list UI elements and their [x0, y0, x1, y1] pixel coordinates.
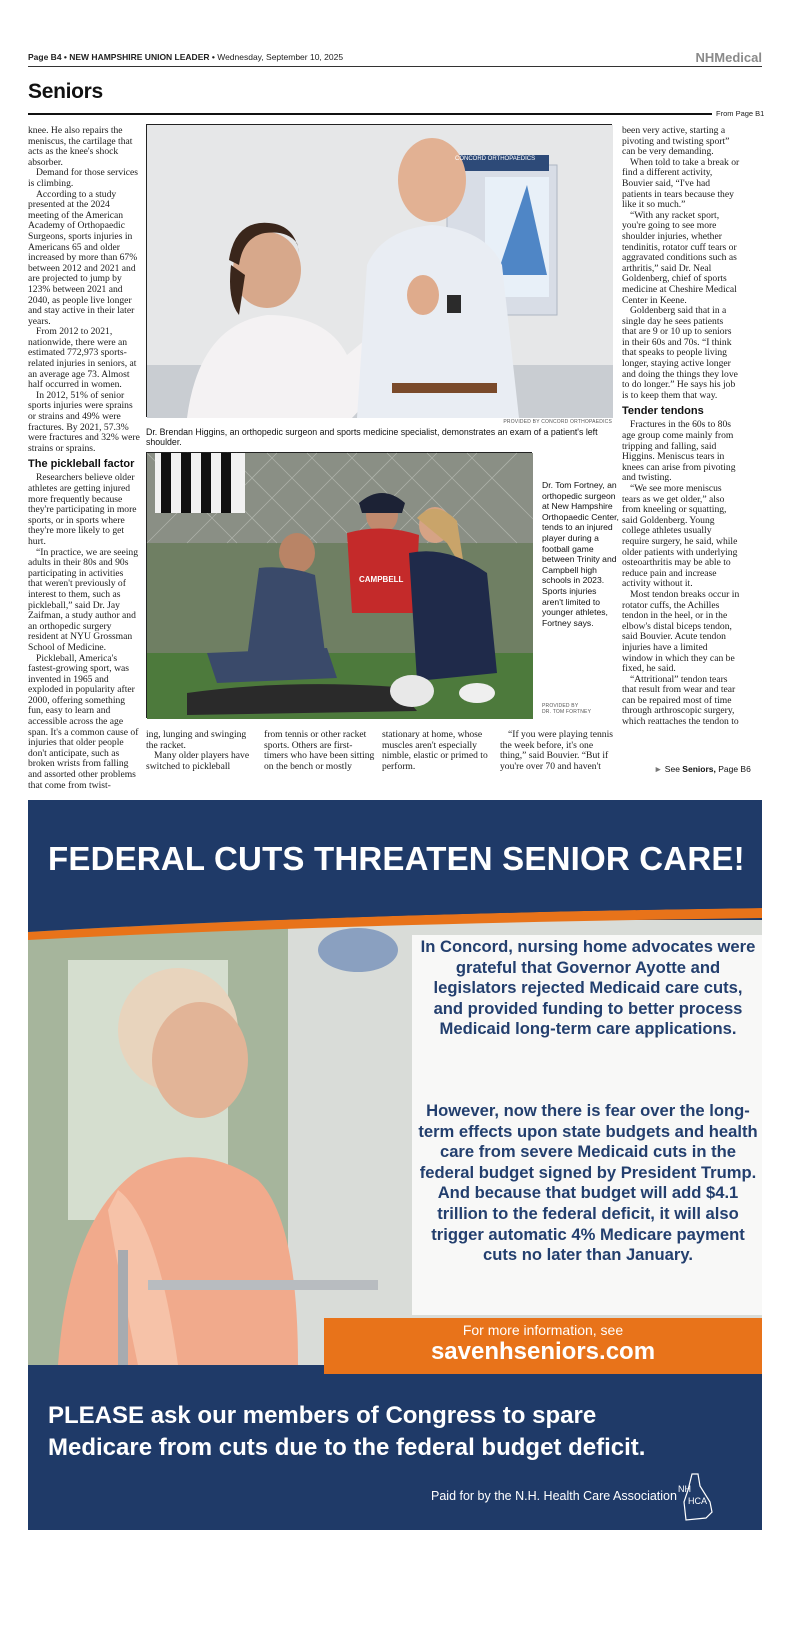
- section-rule: [28, 113, 712, 115]
- credit-line-2: DR. TOM FORTNEY: [542, 709, 592, 715]
- article-column-2: [146, 730, 258, 778]
- ad-headline: FEDERAL CUTS THREATEN SENIOR CARE!: [48, 840, 745, 877]
- photo-football-injury: [146, 452, 532, 718]
- paragraph: Demand for those services is climbing.: [28, 167, 139, 189]
- nhhca-logo: [676, 1472, 720, 1522]
- paragraph: When told to take a break or find a different activity, Bouvier said, “I've had patients in tears because they like it so much.”: [622, 156, 740, 211]
- jump-page: Page B6: [715, 764, 751, 774]
- paragraph: In 2012, 51% of senior sports injuries were sprains or strains and 49% were fractures. By 2021, 57.3% were fractures and 32% were strains or sprains.: [28, 389, 140, 454]
- section-brand: NHMedical: [695, 50, 762, 65]
- paragraph: stationary at home, whose muscles aren't especially nimble, elastic or primed to perform.: [382, 729, 488, 772]
- article-column-4: [382, 730, 494, 778]
- photo-caption: Dr. Brendan Higgins, an orthopedic surgeon and sports medicine specialist, demonstrates an exam of a patient's left shoulder.: [146, 427, 598, 447]
- ad-paragraph-1: In Concord, nursing home advocates were grateful that Governor Ayotte and legislators rejected Medicaid care cuts, and provided funding to better process Medicaid long-term care applications.: [420, 937, 756, 1039]
- ad-paid-for: Paid for by the N.H. Health Care Association: [431, 1489, 677, 1503]
- photo-side-caption: Dr. Tom Fortney, an orthopedic surgeon at New Hampshire Orthopaedic Center, tends to an injured player during a football game between Trinity and Campbell high schools in 2023. Sports injuries aren't limited to younger athletes, Fortney says.: [542, 480, 619, 628]
- subhead-pickleball: The pickleball factor: [28, 458, 135, 471]
- article-column-1: [28, 125, 140, 791]
- subhead-tendons: Tender tendons: [622, 405, 704, 418]
- paragraph: Most tendon breaks occur in rotator cuffs, the Achilles tendon in the heel, or in the elbow's distal biceps tendon, said Bouvier. Acute tendon injuries have a limited window in which they can be fixed, he said.: [622, 588, 740, 675]
- folio-date: Wednesday, September 10, 2025: [217, 52, 344, 62]
- logo-hca: HCA: [688, 1496, 708, 1506]
- advertisement: [28, 800, 762, 1530]
- paragraph: “If you were playing tennis the week before, it's one thing,” said Bouvier. “But if you're over 70 and haven't: [500, 729, 613, 772]
- jump-prefix: See: [664, 764, 683, 774]
- article-column-5: [622, 126, 740, 756]
- paragraph: Researchers believe older athletes are getting injured more frequently because they're participating in more sports, or in sports where they're more likely to get hurt.: [28, 472, 137, 547]
- credit-line-1: PROVIDED BY: [542, 703, 579, 709]
- paragraph: From 2012 to 2021, nationwide, there were an estimated 772,973 sports-related injuries in seniors, at an average age 73. Almost half occurred in women.: [28, 326, 137, 391]
- photo-credit: PROVIDED BY CONCORD ORTHOPAEDICS: [503, 419, 612, 425]
- ad-plea-line-2: Medicare from cuts due to the federal budget deficit.: [48, 1434, 646, 1461]
- logo-nh: NH: [678, 1484, 691, 1494]
- ad-url-link[interactable]: savenhseniors.com: [430, 1338, 656, 1365]
- header-rule: [28, 66, 762, 67]
- ad-paragraph-2: However, now there is fear over the long-term effects upon state budgets and health care from severe Medicaid cuts in the federal budget signed by President Trump. And because that budget will add $4.1 trillion to the federal deficit, it will also trigger automatic 4% Medicare payment cuts no later than January.: [418, 1101, 758, 1265]
- paragraph: “With any racket sport, you're going to see more shoulder injuries, whether tendinitis, rotator cuff tears or aggravated conditions such as arthritis,” said Dr. Neal Goldenberg, chief of sports medicine at Cheshire Medical Center in Keene.: [622, 209, 737, 306]
- paragraph: Pickleball, America's fastest-growing sport, was invented in 1965 and exploded in popularity after 2000, offering something fun, easy to learn and accessible across the age span. It's a common cause of injuries that older people don't anticipate, such as broken wrists from falling and assorted other problems that come from twist-: [28, 652, 139, 791]
- continued-from: From Page B1: [716, 109, 765, 118]
- paragraph: “Attritional” tendon tears that result from wear and tear can be repaired most of time through arthroscopic surgery, which reattaches the tendon to: [622, 673, 739, 728]
- jump-section: Seniors,: [682, 764, 716, 774]
- jump-line: [654, 764, 751, 774]
- article-column-3: [264, 730, 376, 778]
- photo-credit: [542, 703, 620, 715]
- ad-plea-line-1: PLEASE ask our members of Congress to spare: [48, 1402, 597, 1429]
- football-injury-illustration: [147, 453, 533, 719]
- paragraph: Goldenberg said that in a single day he sees patients that are 9 or 10 up to seniors in their 60s and 70s. “I think that speaks to people living longer, staying active longer and doing the things they love to do longer.” He says his job is to keep them that way.: [622, 305, 738, 401]
- article-column-4b: [500, 730, 614, 778]
- paragraph: Many older players have switched to pickleball: [146, 750, 250, 772]
- paragraph: knee. He also repairs the meniscus, the cartilage that acts as the knee's shock absorber.: [28, 125, 133, 168]
- folio-text: Page B4 • NEW HAMPSHIRE UNION LEADER •: [28, 52, 218, 62]
- page-folio: [28, 52, 343, 62]
- ad-info-text: For more information, see: [462, 1322, 624, 1338]
- photo-sign-text: CONCORD ORTHOPAEDICS: [455, 156, 536, 162]
- paragraph: “In practice, we are seeing adults in their 80s and 90s participating in activities that weren't previously of interest to them, such as pickleball,” said Dr. Jay Zaifman, a study author and an orthopedic surgery resident at NYU Grossman School of Medicine.: [28, 546, 139, 653]
- paragraph: ing, lunging and swinging the racket.: [146, 729, 247, 751]
- paragraph: Fractures in the 60s to 80s age group come mainly from tripping and falling, said Higgins. Meniscus tears in knees can arise from pivoting and twisting.: [622, 419, 736, 484]
- arrow-right-icon: ►: [654, 764, 663, 774]
- section-title: Seniors: [28, 80, 103, 103]
- ad-plea: [48, 1400, 748, 1464]
- jacket-text: CAMPBELL: [359, 575, 404, 584]
- paragraph: from tennis or other racket sports. Others are first-timers who have been sitting on the bench or mostly: [264, 729, 375, 772]
- paragraph: According to a study presented at the 2024 meeting of the American Academy of Orthopaedic Surgeons, sports injuries in Americans 65 and older increased by more than 67% between 2012 and 2021 and are projected to jump by 123% between 2021 and 2040, as people live longer and stay active in their later years.: [28, 188, 138, 327]
- paragraph: “We see more meniscus tears as we get older,” also from kneeling or squatting, said Goldenberg. Young college athletes usually require surgery, he said, while older patients with underlying osteoarthritis may be able to reduce pain and increase activity without it.: [622, 483, 738, 590]
- shoulder-exam-illustration: [147, 125, 613, 418]
- photo-shoulder-exam: [146, 124, 612, 417]
- paragraph: been very active, starting a pivoting and twisting sport” can be very demanding.: [622, 125, 730, 158]
